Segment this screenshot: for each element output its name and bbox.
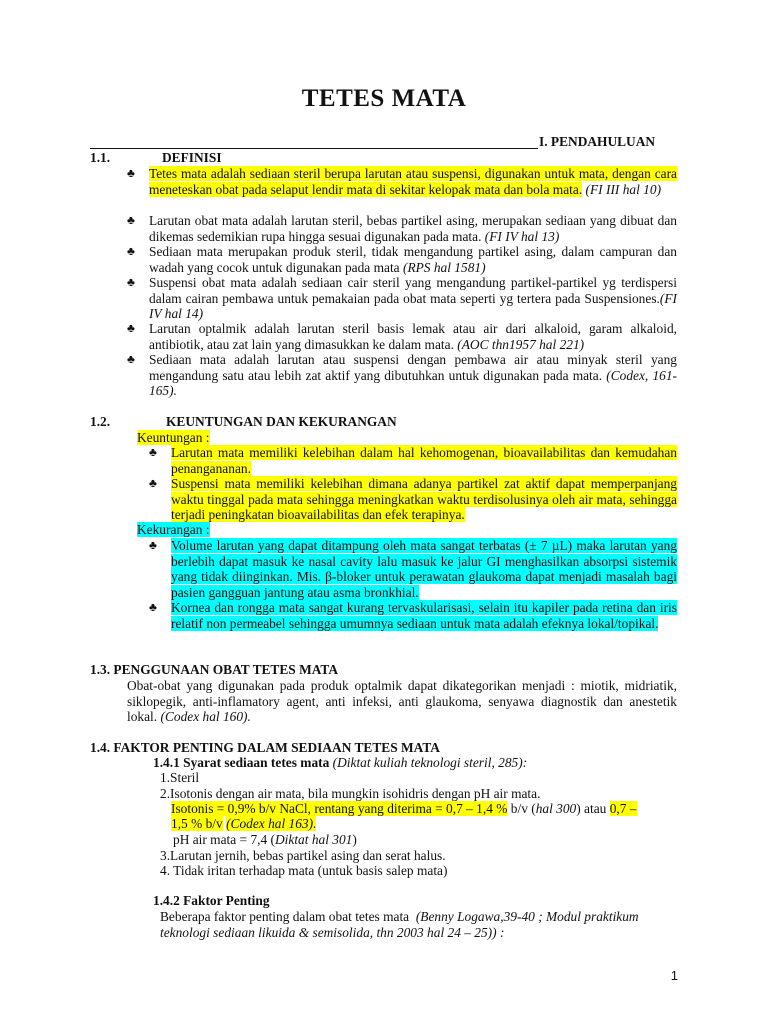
ph-text: pH air mata = 7,4 ( bbox=[173, 832, 275, 847]
citation: (FI III hal 10) bbox=[585, 181, 662, 197]
club-bullet-icon: ♣ bbox=[127, 166, 135, 180]
syarat-line: 2.Isotonis dengan air mata, bila mungkin isohidris dengan pH air mata. bbox=[160, 786, 541, 801]
isotonis-line bbox=[171, 801, 681, 817]
definisi-item bbox=[127, 352, 677, 399]
kekurangan-item bbox=[137, 538, 677, 600]
definisi-text: Larutan optalmik adalah larutan steril basis lemak atau air dari alkaloid, garam alkaloid, antibiotik, atau zat lain yang dimasukkan ke dalam mata. bbox=[149, 321, 677, 352]
club-bullet-icon: ♣ bbox=[127, 244, 135, 258]
definisi-text: Tetes mata adalah sediaan steril berupa larutan atau suspensi, digunakan untuk mata, dengan cara meneteskan obat pada selaput lendir mata di sekitar kelopak mata dan bola mata. bbox=[149, 166, 677, 197]
isotonis-text: ) atau bbox=[576, 801, 610, 816]
citation: (Codex hal 160). bbox=[160, 709, 251, 725]
kekurangan-text: Kornea dan rongga mata sangat kurang tervaskularisasi, selain itu kapiler pada retina dan iris relatif non permeabel sehingga umumnya sediaan untuk mata adalah efeknya lokal/topikal. bbox=[171, 600, 677, 631]
faktor-penting-heading: 1.4.2 Faktor Penting bbox=[153, 893, 270, 908]
citation: (Codex hal 163). bbox=[226, 816, 317, 831]
definisi-text: Suspensi obat mata adalah sediaan cair steril yang mengandung partikel-partikel yg terdispersi dalam cairan pembawa untuk pemakaian pada obat mata seperti yg tertera pada Suspensiones. bbox=[149, 275, 677, 306]
citation: Diktat hal 301 bbox=[275, 832, 353, 847]
definisi-text: Sediaan mata adalah larutan atau suspensi dengan pembawa air atau minyak steril yang mengandung satu atau lebih zat aktif yang dibutuhkan untuk digunakan pada mata. bbox=[149, 352, 677, 383]
faktor-penting-paragraph bbox=[160, 909, 680, 940]
definisi-item bbox=[127, 321, 677, 352]
syarat-line: 4. Tidak iritan terhadap mata (untuk basis salep mata) bbox=[160, 863, 448, 878]
ph-line bbox=[173, 832, 357, 848]
document-title: TETES MATA bbox=[301, 85, 467, 112]
section-heading-faktor: 1.4. FAKTOR PENTING DALAM SEDIAAN TETES MATA bbox=[90, 740, 440, 755]
keuntungan-label: Keuntungan : bbox=[137, 430, 210, 445]
keuntungan-text: Larutan mata memiliki kelebihan dalam hal kehomogenan, bioavailabilitas dan kemudahan penangananan. bbox=[171, 445, 677, 476]
syarat-line: 1.Steril bbox=[160, 770, 200, 785]
definisi-text: Larutan obat mata adalah larutan steril, bebas partikel asing, merupakan sediaan yang dibuat dan dikemas sedemikian rupa hingga sesuai digunakan pada mata. bbox=[149, 213, 677, 244]
citation: (Codex, 161-165). bbox=[149, 367, 677, 399]
section-heading-definisi: DEFINISI bbox=[162, 150, 222, 165]
syarat-heading-text: 1.4.1 Syarat sediaan tetes mata bbox=[153, 755, 330, 770]
definisi-item bbox=[127, 166, 677, 197]
definisi-item bbox=[127, 244, 677, 275]
citation: (Benny Logawa,39-40 ; Modul praktikum teknologi sediaan likuida & semisolida, thn 2003 hal 24 – 25)) : bbox=[160, 909, 639, 940]
citation: (RPS hal 1581) bbox=[402, 259, 486, 275]
isotonis-highlight: 1,5 % b/v bbox=[171, 816, 223, 831]
club-bullet-icon: ♣ bbox=[127, 352, 135, 366]
isotonis-text: b/v ( bbox=[507, 801, 536, 816]
isotonis-line-2 bbox=[171, 816, 316, 832]
isotonis-highlight: 0,7 – bbox=[609, 801, 637, 816]
isotonis-highlight: Isotonis = 0,9% b/v NaCl, rentang yang diterima = 0,7 – 1,4 % bbox=[171, 801, 508, 816]
citation: hal 300 bbox=[535, 801, 577, 816]
section-heading-pendahuluan: I. PENDAHULUAN bbox=[539, 134, 656, 149]
faktor-penting-text: Beberapa faktor penting dalam obat tetes mata bbox=[160, 909, 410, 924]
keuntungan-item bbox=[137, 445, 677, 476]
club-bullet-icon: ♣ bbox=[149, 445, 157, 459]
definisi-text: Sediaan mata merupakan produk steril, tidak mengandung partikel asing, dalam campuran dan wadah yang cocok untuk digunakan pada mata bbox=[149, 244, 677, 275]
page-number: 1 bbox=[670, 968, 678, 983]
citation: (FI IV hal 13) bbox=[484, 228, 560, 244]
keuntungan-text: Suspensi mata memiliki kelebihan dimana adanya partikel zat aktif dapat memperpanjang waktu tinggal pada mata sehingga meningkatkan waktu terdisolusinya oleh air mata, sehingga terjadi peningkatan bioavailabilitas dan efek terapinya. bbox=[171, 476, 677, 523]
ph-text: ) bbox=[352, 832, 357, 847]
citation: (Diktat kuliah teknologi steril, 285): bbox=[332, 755, 528, 770]
keuntungan-item bbox=[137, 476, 677, 523]
kekurangan-item bbox=[137, 600, 677, 631]
club-bullet-icon: ♣ bbox=[127, 321, 135, 335]
section-number-1-1: 1.1. bbox=[90, 150, 111, 165]
citation: (FI IV hal 14) bbox=[149, 290, 677, 322]
club-bullet-icon: ♣ bbox=[127, 275, 135, 289]
section-heading-keuntungan: KEUNTUNGAN DAN KEKURANGAN bbox=[166, 414, 397, 429]
section-heading-penggunaan: 1.3. PENGGUNAAN OBAT TETES MATA bbox=[90, 662, 339, 677]
syarat-line: 3.Larutan jernih, bebas partikel asing dan serat halus. bbox=[160, 848, 446, 863]
citation: (AOC thn1957 hal 221) bbox=[457, 336, 585, 352]
section-rule bbox=[90, 148, 538, 149]
club-bullet-icon: ♣ bbox=[149, 538, 157, 552]
penggunaan-text: Obat-obat yang digunakan pada produk optalmik dapat dikategorikan menjadi : miotik, midriatik, siklopegik, anti-inflamatory agent, anti infeksi, anti glaukoma, senyawa diagnostik dan anestetik lokal. bbox=[127, 678, 677, 725]
section-number-1-2: 1.2. bbox=[90, 414, 111, 429]
definisi-item bbox=[127, 213, 677, 244]
kekurangan-label: Kekurangan : bbox=[137, 522, 210, 537]
club-bullet-icon: ♣ bbox=[149, 600, 157, 614]
kekurangan-text: Volume larutan yang dapat ditampung oleh mata sangat terbatas (± 7 µL) maka larutan yang berlebih dapat masuk ke nasal cavity lalu masuk ke jalur GI menghasilkan absorpsi sistemik yang tidak diinginkan. Mis. β-bloker untuk perawatan glaukoma dapat menjadi masalah bagi pasien gangguan jantung atau asma bronkhial. bbox=[171, 538, 677, 600]
club-bullet-icon: ♣ bbox=[127, 213, 135, 227]
penggunaan-paragraph bbox=[127, 678, 677, 725]
definisi-item bbox=[127, 275, 677, 322]
club-bullet-icon: ♣ bbox=[149, 476, 157, 490]
syarat-heading bbox=[153, 755, 527, 771]
